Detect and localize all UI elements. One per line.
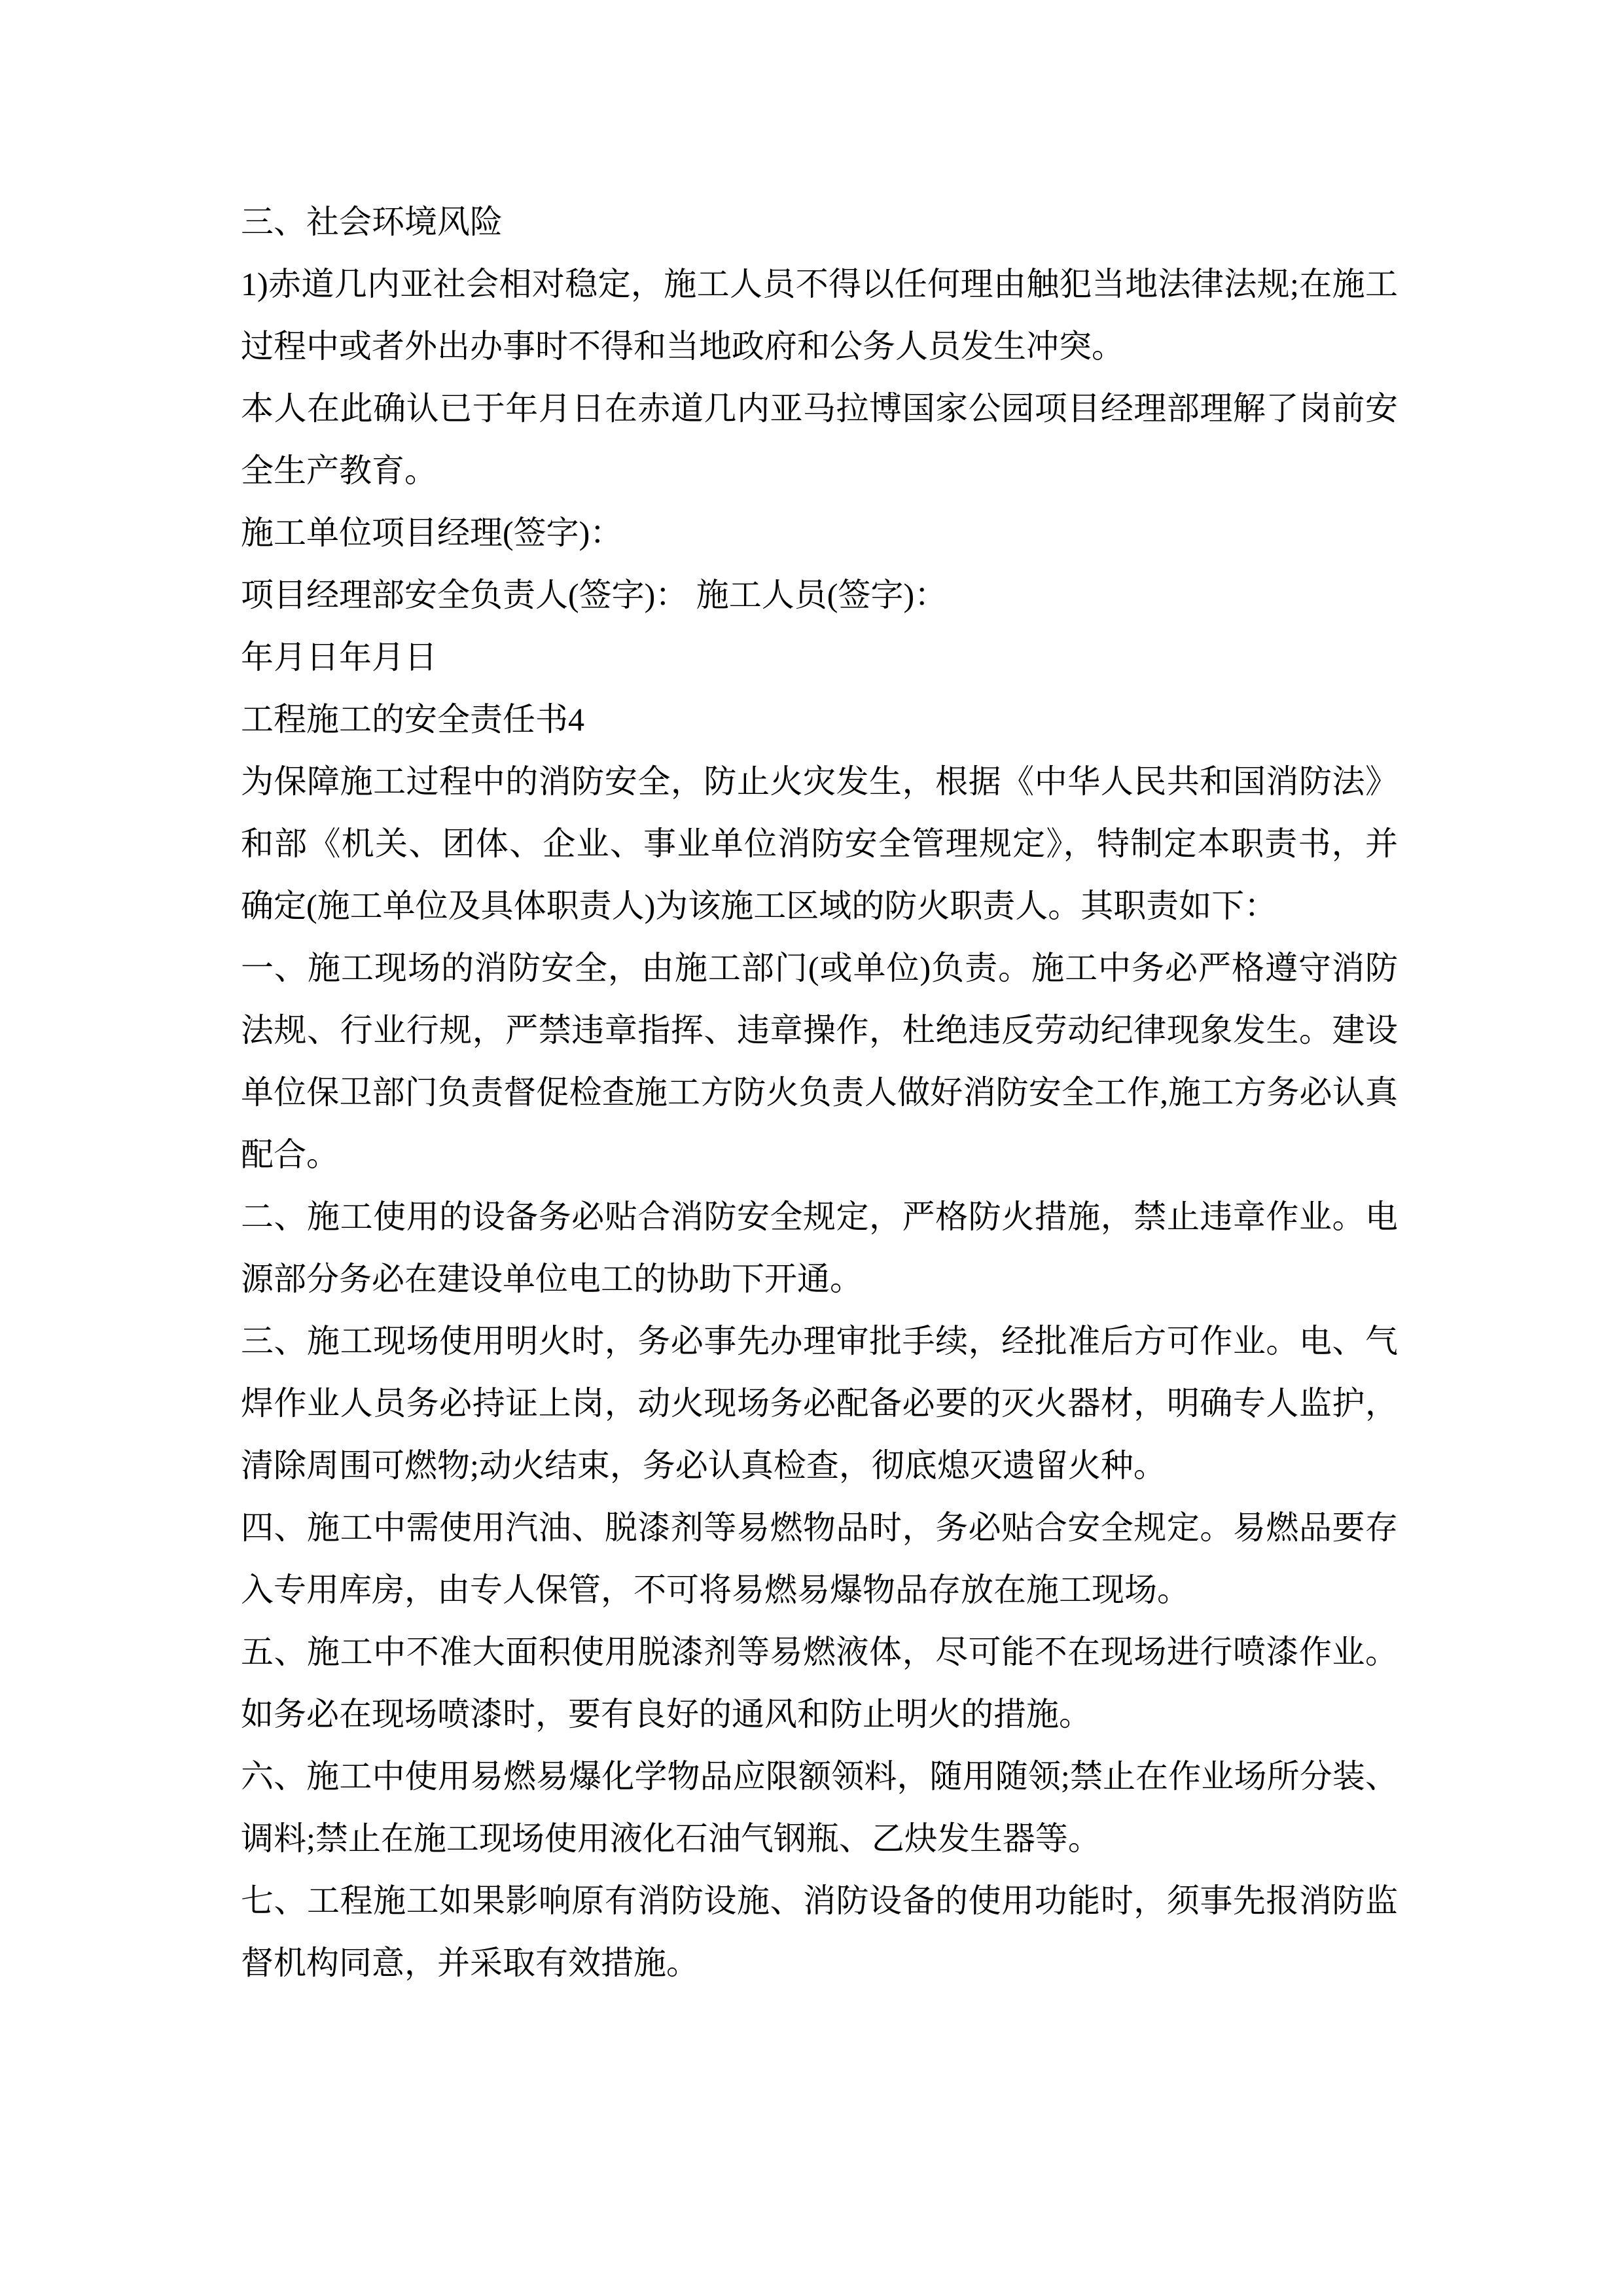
- paragraph-social-risk-item-1: 1)赤道几内亚社会相对稳定，施工人员不得以任何理由触犯当地法律法规;在施工过程中或者外出办事时不得和当地政府和公务人员发生冲突。: [241, 266, 1398, 365]
- document-content: [241, 191, 1398, 1994]
- section-heading-social-environment-risk: 三、社会环境风险: [241, 204, 503, 240]
- paragraph-clause-2: 二、施工使用的设备务必贴合消防安全规定，严格防火措施，禁止违章作业。电源部分务必在建设单位电工的协助下开通。: [241, 1198, 1398, 1297]
- paragraph-clause-3: 三、施工现场使用明火时，务必事先办理审批手续，经批准后方可作业。电、气焊作业人员务必持证上岗，动火现场务必配备必要的灭火器材，明确专人监护，清除周围可燃物;动火结束，务必认真检查，彻底熄灭遗留火种。: [241, 1323, 1398, 1484]
- signature-line-safety-officer-and-worker: 项目经理部安全负责人(签字)： 施工人员(签字)：: [241, 577, 948, 613]
- paragraph-clause-1: 一、施工现场的消防安全，由施工部门(或单位)负责。施工中务必严格遵守消防法规、行业行规，严禁违章指挥、违章操作，杜绝违反劳动纪律现象发生。建设单位保卫部门负责督促检查施工方防火负责人做好消防安全工作,施工方务必认真配合。: [241, 950, 1398, 1173]
- paragraph-clause-4: 四、施工中需使用汽油、脱漆剂等易燃物品时，务必贴合安全规定。易燃品要存入专用库房，由专人保管，不可将易燃易爆物品存放在施工现场。: [241, 1509, 1398, 1608]
- signature-line-project-manager: 施工单位项目经理(签字)：: [241, 514, 623, 551]
- document-title-responsibility-letter-4: 工程施工的安全责任书4: [241, 701, 584, 738]
- paragraph-clause-6: 六、施工中使用易燃易爆化学物品应限额领料，随用随领;禁止在作业场所分装、调料;禁止在施工现场使用液化石油气钢瓶、乙炔发生器等。: [241, 1758, 1398, 1857]
- paragraph-confirmation-statement: 本人在此确认已于年月日在赤道几内亚马拉博国家公园项目经理部理解了岗前安全生产教育。: [241, 390, 1398, 489]
- date-line: 年月日年月日: [241, 639, 437, 675]
- paragraph-preamble: 为保障施工过程中的消防安全，防止火灾发生，根据《中华人民共和国消防法》和部《机关、团体、企业、事业单位消防安全管理规定》，特制定本职责书，并确定(施工单位及具体职责人)为该施工区域的防火职责人。其职责如下：: [241, 763, 1398, 924]
- paragraph-clause-5: 五、施工中不准大面积使用脱漆剂等易燃液体，尽可能不在现场进行喷漆作业。如务必在现场喷漆时，要有良好的通风和防止明火的措施。: [241, 1634, 1398, 1732]
- paragraph-clause-7: 七、工程施工如果影响原有消防设施、消防设备的使用功能时，须事先报消防监督机构同意，并采取有效措施。: [241, 1882, 1398, 1981]
